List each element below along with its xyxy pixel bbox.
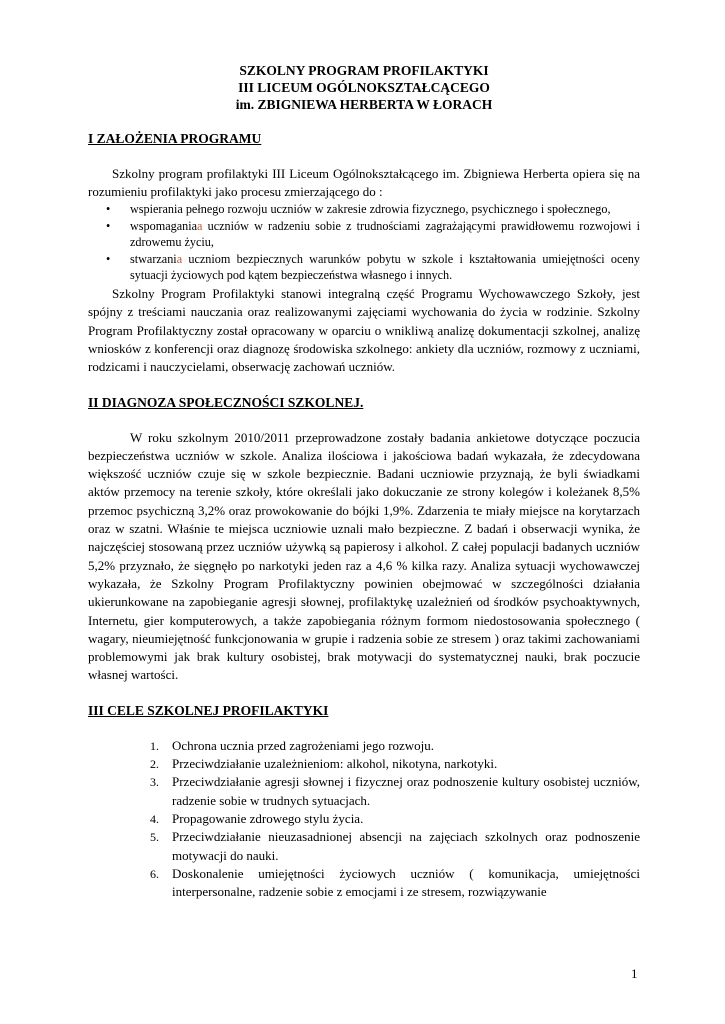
section-1-paragraph-2: Szkolny Program Profilaktyki stanowi integralną część Programu Wychowawczego Szkoły, jest spójny z treściami nauczania oraz realizowanymi zajęciami wychowania do życia w rodzinie. Szkolny Program Profilaktyczny został opracowany w oparciu o wnikliwą analizę dokumentacji szkolnej, analizę wniosków z konferencji oraz diagnozę środowiska szkolnego: ankiety dla uczniów, rozmowy z uczniami, rodzicami i nauczycielami, obserwację zachowań uczniów. [88,286,640,375]
list-item-text: Przeciwdziałanie agresji słownej i fizycznej oraz podnoszenie kultury osobistej uczniów, radzenie sobie w trudnych sytuacjach. [172,774,640,808]
highlighted-letter: a [197,219,203,234]
section-2-paragraph: W roku szkolnym 2010/2011 przeprowadzone zostały badania ankietowe dotyczące poczucia bezpieczeństwa uczniów w szkole. Analiza ilościowa i jakościowa badań wykazała, że zdecydowana większość uczniów czuje się w szkole bezpiecznie. Badani uczniowie przyznają, że byli świadkami aktów przemocy na terenie szkoły, które określali jako dokuczanie ze strony kolegów i koleżanek 8,5% przemoc psychiczną 3,2% oraz prowokowanie do bójki 1,9%. Zdarzenia te miały miejsce na korytarzach oraz w szatni. Właśnie te miejsca uczniowie uznali mało bezpieczne. Z badań i obserwacji wynika, że najczęściej stosowaną przez uczniów używką są papierosy i alkohol. Z całej populacji badanych uczniów 5,2% przyznało, że sięgnęło po narkotyki jeden raz a 4,6 % kilka razy. Analiza sytuacji wychowawczej wykazała, że Szkolny Program Profilaktyczny powinien obejmować w szczególności działania ukierunkowane na zapobieganie agresji słownej, profilaktykę uzależnień od środków psychoaktywnych, Internetu, gier komputerowych, a także zapobiegania różnym formom niedostosowania społecznego ( wagary, nieumiejętność funkcjonowania w grupie i radzenia sobie ze stresem ) oraz takimi zachowaniami problemowymi jak brak kultury osobistej, brak motywacji do systematycznej nauki, brak poczucie własnej wartości. [88,429,640,683]
bullet-icon: • [106,219,111,234]
list-number: 5. [150,830,159,845]
list-item [88,202,640,218]
list-item-text: wspierania pełnego rozwoju uczniów w zakresie zdrowia fizycznego, psychicznego i społecznego, [130,201,611,216]
bullet-icon: • [106,201,111,216]
section-3-heading: III CELE SZKOLNEJ PROFILAKTYKI [88,702,329,718]
list-number: 1. [150,738,159,753]
list-item-text: Przeciwdziałanie nieuzasadnionej absencji na zajęciach szkolnych oraz podnoszenie motywacji do nauki. [172,829,640,863]
list-number: 3. [150,775,159,790]
title-line-2: III LICEUM OGÓLNOKSZTAŁCĄCEGO [238,80,490,95]
list-number: 6. [150,866,159,881]
section-1-bullet-list [88,202,640,284]
list-number: 2. [150,757,159,772]
list-item-text: Doskonalenie umiejętności życiowych uczniów ( komunikacja, umiejętności interpersonalne, radzenie sobie z emocjami i ze stresem, rozwiązywanie [172,865,640,900]
title-line-1: SZKOLNY PROGRAM PROFILAKTYKI [239,63,489,78]
document-title [88,62,640,113]
list-item-text: Propagowanie zdrowego stylu życia. [172,810,364,826]
section-2-heading: II DIAGNOZA SPOŁECZNOŚCI SZKOLNEJ. [88,394,364,410]
bullet-icon: • [106,252,111,267]
list-item [150,773,640,810]
list-item [150,810,640,828]
list-item [150,737,640,755]
list-item [88,219,640,250]
list-item [150,828,640,865]
list-item [150,865,640,902]
title-line-3: im. ZBIGNIEWA HERBERTA W ŁORACH [235,97,493,112]
list-item-text-end: uczniom bezpiecznych warunków pobytu w szkole i kształtowania umiejętności oceny sytuacji życiowych pod kątem bezpieczeństwa własnego i innych. [130,252,640,282]
list-number: 4. [150,811,159,826]
list-item-text: Przeciwdziałanie uzależnieniom: alkohol, nikotyna, narkotyki. [172,756,498,772]
section-1-heading: I ZAŁOŻENIA PROGRAMU [88,131,262,146]
section-3-goal-list [88,737,640,902]
highlighted-letter: a [176,252,183,267]
list-item-text-start: stwarzani [130,252,177,267]
section-1-intro: Szkolny program profilaktyki III Liceum Ogólnokształcącego im. Zbigniewa Herberta opiera się na rozumieniu profilaktyki jako procesu zmierzającego do : [88,166,640,200]
list-item-text: Ochrona ucznia przed zagrożeniami jego rozwoju. [172,737,435,753]
list-item [88,252,640,283]
list-item [150,755,640,773]
list-item-text-start: wspomagania [130,219,198,234]
list-item-text-end: uczniów w radzeniu sobie z trudnościami zagrażającymi prawidłowemu rozwojowi i zdrowemu życiu, [130,219,640,249]
page-number: 1 [631,966,638,981]
document-page [88,62,640,901]
